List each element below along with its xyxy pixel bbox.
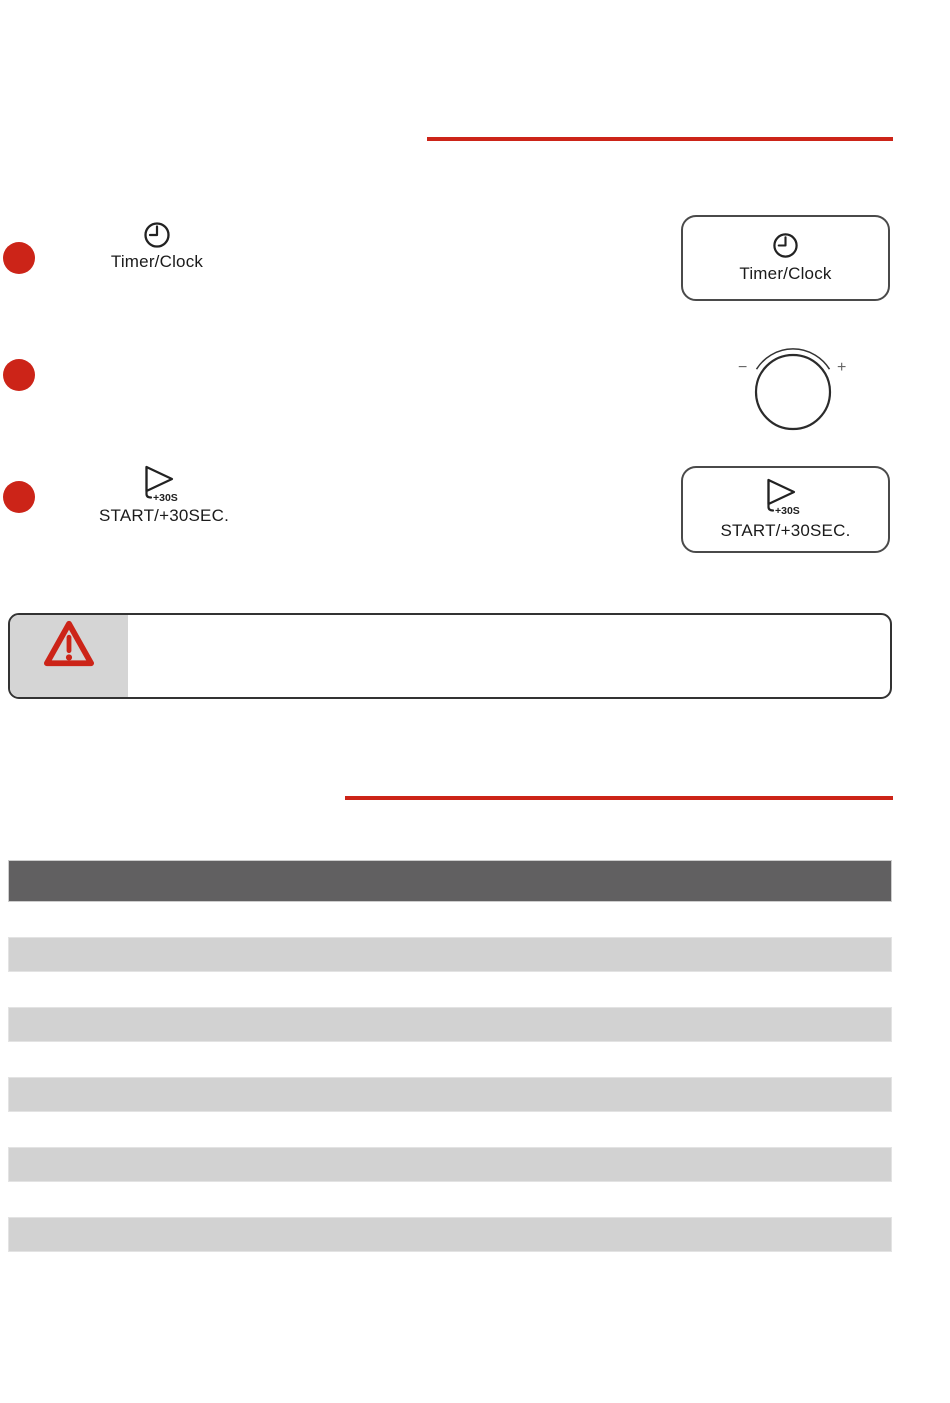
warning-text (128, 615, 890, 697)
data-table-rows (8, 937, 892, 1252)
start-plus30sec-button-label: START/+30SEC. (720, 521, 851, 540)
start-plus30sec-icon (766, 478, 806, 516)
step-marker-2 (3, 359, 35, 391)
timer-clock-icon (772, 232, 799, 259)
timer-clock-button-label: Timer/Clock (739, 264, 832, 283)
start-plus30sec-icon (144, 465, 184, 503)
timer-clock-button-illustration (681, 215, 890, 301)
warning-callout (8, 613, 892, 699)
table-header (8, 860, 892, 902)
plus30s-caption: +30S (774, 505, 800, 516)
table-row (8, 937, 892, 972)
section-rule-top (427, 137, 893, 141)
dial-plus-label: + (837, 359, 847, 376)
start-plus30sec-button-illustration (681, 466, 890, 553)
step-1-key-reference (92, 221, 222, 272)
table-row (8, 1217, 892, 1252)
dial-minus-label: − (738, 359, 748, 376)
timer-clock-icon (143, 221, 171, 249)
step-marker-1 (3, 242, 35, 274)
table-row (8, 1147, 892, 1182)
step-1-key-label: Timer/Clock (110, 252, 204, 271)
table-row (8, 1077, 892, 1112)
plus30s-caption: +30S (153, 492, 178, 503)
warning-icon-panel (10, 615, 128, 697)
step-marker-3 (3, 481, 35, 513)
section-rule-mid (345, 796, 893, 800)
step-3-key-reference (90, 465, 238, 526)
warning-triangle-icon (42, 619, 96, 669)
dial-icon (734, 338, 852, 434)
step-3-key-label: START/+30SEC. (99, 506, 229, 525)
table-row (8, 1007, 892, 1042)
rotary-dial-illustration (734, 338, 852, 434)
